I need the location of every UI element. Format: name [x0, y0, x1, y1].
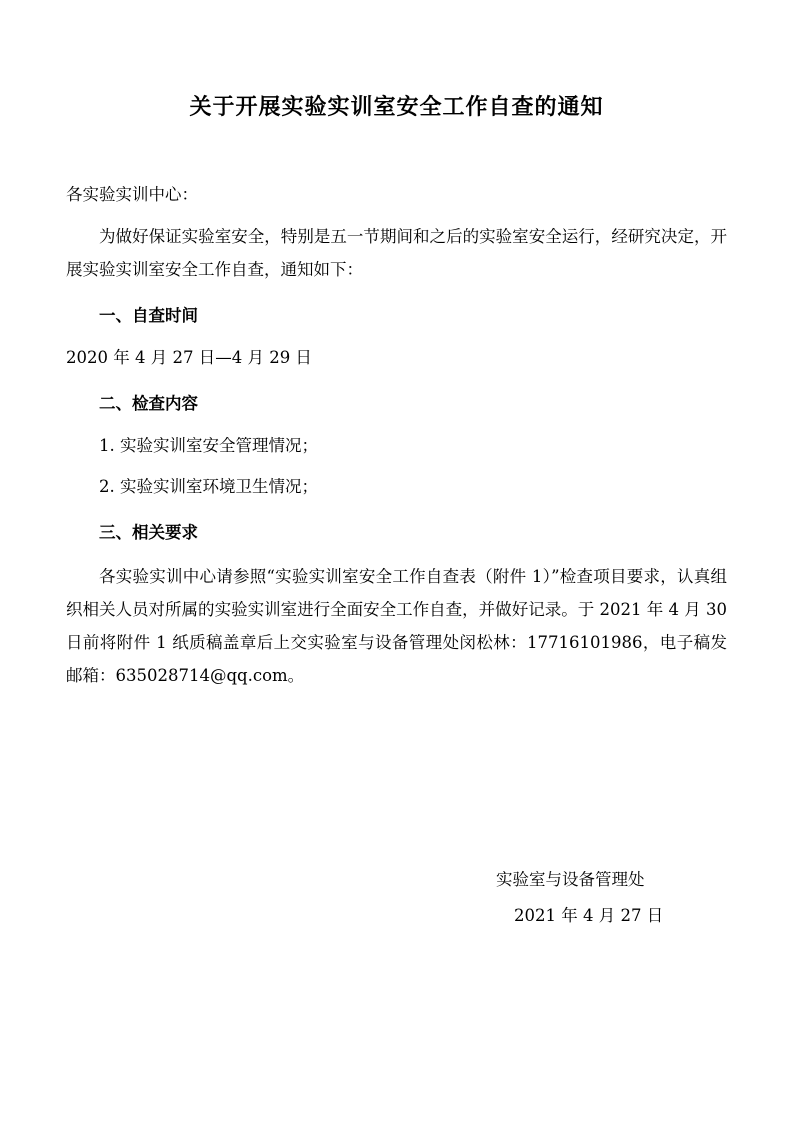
section-2-item-2: 2. 实验实训室环境卫生情况；: [99, 477, 318, 497]
section-heading-1: 一、自查时间: [99, 307, 198, 326]
section-3-body: 各实验实训中心请参照“实验实训室安全工作自查表（附件 1）”检查项目要求，认真组织相关人员对所属的实验实训室进行全面安全工作自查，并做好记录。于 2021 年 4 月 30 日前将附件 1 纸质稿盖章后上交实验室与设备管理处闵松林：17716101986，电子稿发邮箱：635028714@qq.com。: [66, 567, 727, 686]
signature-department: 实验室与设备管理处: [496, 870, 645, 890]
signature-block: [66, 862, 727, 935]
section-heading-3: 三、相关要求: [99, 524, 198, 543]
section-2-item-1: 1. 实验实训室安全管理情况；: [99, 436, 318, 456]
salutation: 各实验实训中心：: [66, 184, 198, 204]
section-1-date-range: 2020 年 4 月 27 日—4 月 29 日: [66, 348, 312, 368]
signature-date: 2021 年 4 月 27 日: [514, 906, 664, 926]
section-heading-2: 二、检查内容: [99, 395, 198, 414]
page-title: 关于开展实验实训室安全工作自查的通知: [189, 94, 604, 119]
intro-paragraph: 为做好保证实验室安全，特别是五一节期间和之后的实验室安全运行，经研究决定，开展实验实训室安全工作自查，通知如下：: [66, 227, 727, 280]
